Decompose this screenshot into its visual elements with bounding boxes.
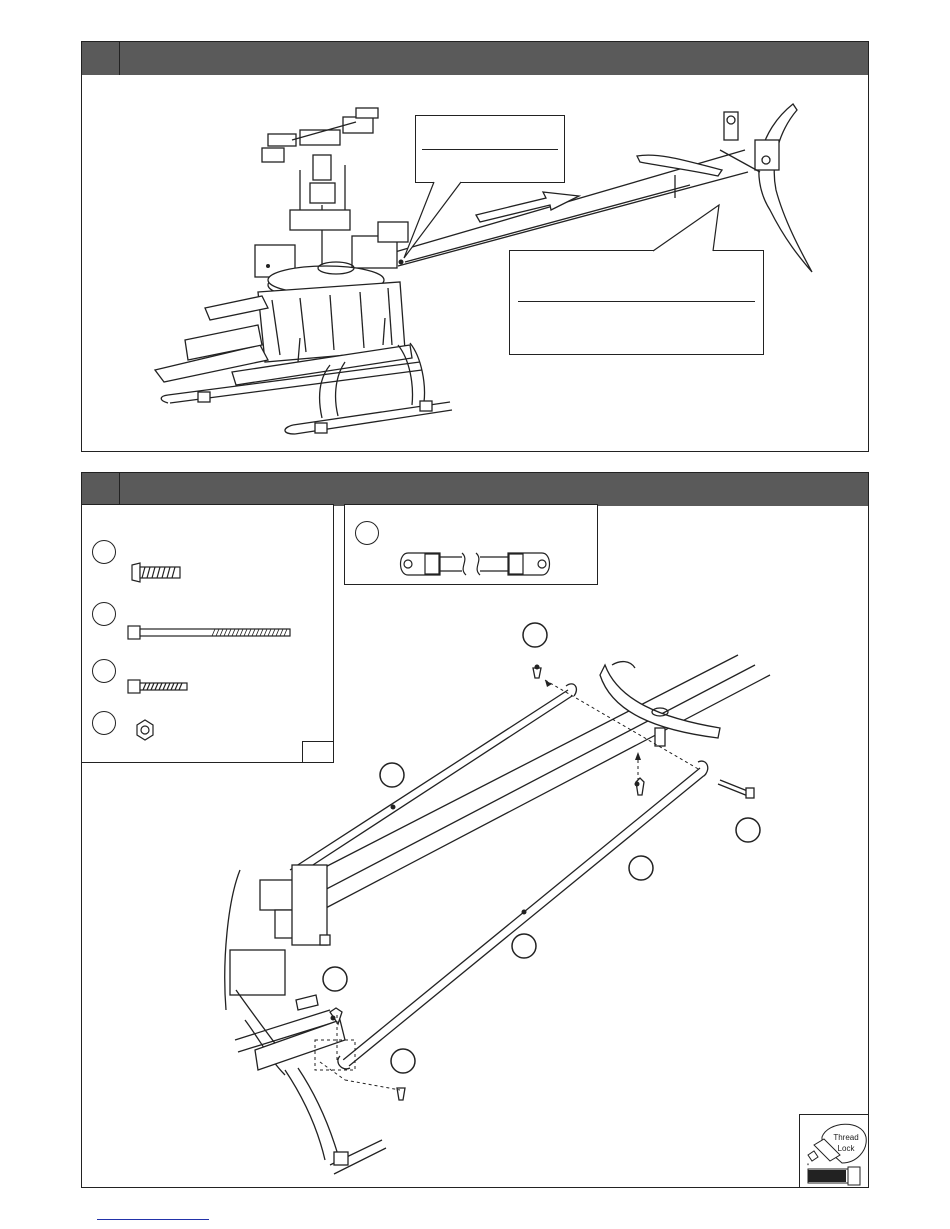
step-number-box-bottom	[82, 473, 120, 506]
thread-lock-label-line1: Thread	[833, 1133, 859, 1142]
part-label-a	[92, 540, 116, 564]
panel-header-top	[82, 42, 868, 75]
part-label-c	[92, 659, 116, 683]
callout-box-tail	[509, 250, 764, 355]
callout-line	[422, 149, 558, 150]
parts-box-corner-tab	[302, 741, 333, 762]
thread-lock-label-line2: Lock	[837, 1144, 855, 1153]
parts-list-box	[81, 504, 334, 763]
panel-header-bottom	[82, 473, 868, 506]
callout-line	[518, 301, 755, 302]
callout-box-front	[415, 115, 565, 183]
part-label-b	[92, 602, 116, 626]
step-number-box-top	[82, 42, 120, 75]
rod-end-inset-box	[344, 504, 598, 585]
part-label-d	[92, 711, 116, 735]
thread-lock-box	[799, 1114, 869, 1188]
part-label-e	[355, 521, 379, 545]
footer-link-underline[interactable]	[97, 1219, 209, 1220]
step-panel-top	[81, 41, 869, 452]
